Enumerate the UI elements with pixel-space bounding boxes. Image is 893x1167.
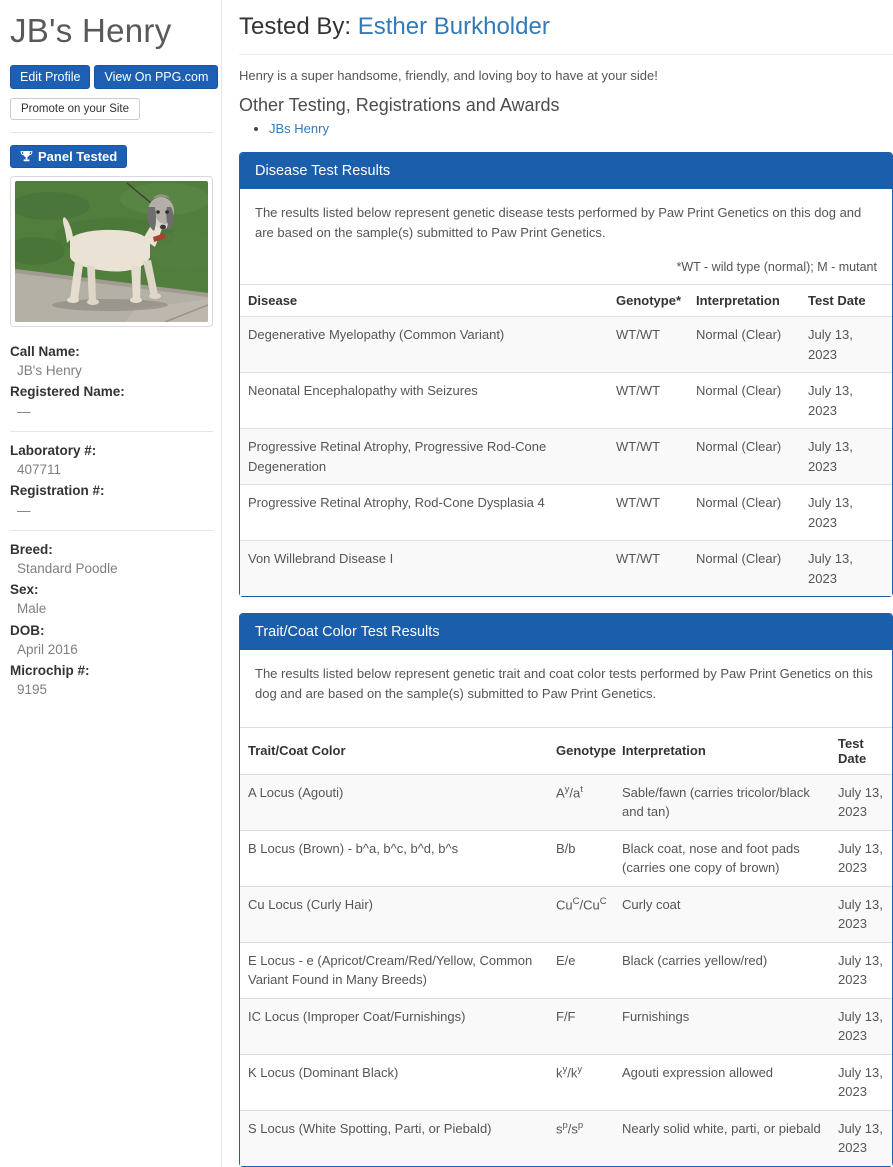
table-header-row <box>240 727 892 774</box>
test-name: B Locus (Brown) - b^a, b^c, b^d, b^s <box>240 830 548 886</box>
column-header-interpretation: Interpretation <box>614 727 830 774</box>
test-name: Neonatal Encephalopathy with Seizures <box>240 373 608 429</box>
panel-tested-badge[interactable] <box>10 145 127 168</box>
trait-panel-body <box>240 650 892 726</box>
disease-results-panel <box>239 152 893 597</box>
test-date: July 13, 2023 <box>800 485 892 541</box>
tested-by-label: Tested By: <box>239 13 352 40</box>
detail-label: DOB: <box>10 622 45 638</box>
genotype: $A^y/a^t$ <box>556 783 583 800</box>
dog-photo-thumbnail[interactable] <box>10 176 213 327</box>
detail-label: Microchip #: <box>10 663 90 679</box>
column-header-trait: Trait/Coat Color <box>240 727 548 774</box>
other-testing-link[interactable]: JBs Henry <box>269 121 329 136</box>
table-row <box>240 429 892 485</box>
genotype: WT/WT <box>608 373 688 429</box>
detail-value: — <box>17 403 31 419</box>
interpretation: Nearly solid white, parti, or piebald <box>614 1110 830 1166</box>
trophy-icon <box>20 150 33 163</box>
panel-tested-label: Panel Tested <box>38 149 118 164</box>
column-header-test-date: Test Date <box>830 727 892 774</box>
table-header-row <box>240 285 892 317</box>
disease-panel-body <box>240 189 892 284</box>
table-row <box>240 886 892 942</box>
test-date: July 13, 2023 <box>830 1110 892 1166</box>
detail-label: Breed: <box>10 541 53 557</box>
list-item <box>269 121 893 136</box>
divider <box>10 132 213 133</box>
detail-value: — <box>17 502 31 518</box>
test-date: July 13, 2023 <box>830 998 892 1054</box>
tester-link[interactable]: Esther Burkholder <box>357 13 550 40</box>
test-date: July 13, 2023 <box>830 1054 892 1110</box>
column-header-disease: Disease <box>240 285 608 317</box>
interpretation: Sable/fawn (carries tricolor/black and tan) <box>622 784 810 820</box>
test-name: E Locus - e (Apricot/Cream/Red/Yellow, Common Variant Found in Many Breeds) <box>240 942 548 998</box>
disease-results-table <box>240 284 892 596</box>
trait-results-panel <box>239 613 893 1166</box>
table-row <box>240 1054 892 1110</box>
test-name: Progressive Retinal Atrophy, Progressive Rod-Cone Degeneration <box>240 429 608 485</box>
table-row <box>240 998 892 1054</box>
column-header-interpretation: Interpretation <box>688 285 800 317</box>
detail-value: Male <box>17 601 47 617</box>
table-row <box>240 373 892 429</box>
detail-value: 9195 <box>17 682 48 698</box>
genotype: WT/WT <box>616 327 661 343</box>
interpretation: Black coat, nose and foot pads (carries one copy of brown) <box>614 830 830 886</box>
trait-intro-text: The results listed below represent genetic trait and coat color tests performed by Paw Print Genetics on this dog and are based on the sample(s) submitted to Paw Print Genetics. <box>255 666 873 702</box>
table-row <box>240 830 892 886</box>
test-date: July 13, 2023 <box>808 327 853 362</box>
test-name: IC Locus (Improper Coat/Furnishings) <box>240 998 548 1054</box>
detail-label: Call Name: <box>10 344 80 359</box>
main-content <box>222 0 893 1167</box>
detail-value: Standard Poodle <box>17 560 118 576</box>
table-row <box>240 942 892 998</box>
table-row <box>240 317 892 373</box>
wt-footnote: *WT - wild type (normal); M - mutant <box>676 260 877 275</box>
dog-description: Henry is a super handsome, friendly, and loving boy to have at your side! <box>239 68 658 83</box>
genotype: B/b <box>548 830 614 886</box>
interpretation: Normal (Clear) <box>688 429 800 485</box>
test-date: July 13, 2023 <box>830 830 892 886</box>
dog-profile-sidebar <box>0 0 222 1167</box>
interpretation: Black (carries yellow/red) <box>614 942 830 998</box>
detail-label: Sex: <box>10 582 39 598</box>
interpretation: Normal (Clear) <box>688 541 800 597</box>
table-row <box>240 774 892 830</box>
genotype: WT/WT <box>608 541 688 597</box>
promote-button[interactable]: Promote on your Site <box>10 98 140 120</box>
detail-label: Registered Name: <box>10 384 125 400</box>
test-name: S Locus (White Spotting, Parti, or Piebald) <box>240 1110 548 1166</box>
view-on-ppg-button[interactable]: View On PPG.com <box>94 65 218 89</box>
column-header-genotype: Genotype <box>548 727 614 774</box>
interpretation: Normal (Clear) <box>696 327 782 343</box>
detail-label: Registration #: <box>10 483 105 499</box>
test-date: July 13, 2023 <box>830 942 892 998</box>
tested-by-heading <box>239 12 893 42</box>
table-row <box>240 1110 892 1166</box>
table-row <box>240 541 892 597</box>
genotype: $s^p/s^p$ <box>548 1110 614 1166</box>
test-date: July 13, 2023 <box>800 373 892 429</box>
detail-label: Laboratory #: <box>10 442 97 458</box>
interpretation: Normal (Clear) <box>688 373 800 429</box>
divider <box>10 431 213 432</box>
trait-panel-title: Trait/Coat Color Test Results <box>240 614 892 650</box>
dog-details-list <box>10 343 213 700</box>
genotype: WT/WT <box>608 485 688 541</box>
dog-name-title: JB's Henry <box>10 12 172 49</box>
trait-results-table <box>240 727 892 1166</box>
genotype: $Cu^C/Cu^C$ <box>548 886 614 942</box>
test-date: July 13, 2023 <box>838 784 883 820</box>
other-testing-heading: Other Testing, Registrations and Awards <box>239 95 560 115</box>
test-name: Von Willebrand Disease I <box>240 541 608 597</box>
genotype: $k^y/k^y$ <box>548 1054 614 1110</box>
disease-panel-title: Disease Test Results <box>240 153 892 189</box>
test-date: July 13, 2023 <box>800 429 892 485</box>
genotype: E/e <box>548 942 614 998</box>
disease-intro-text: The results listed below represent genetic disease tests performed by Paw Print Genetics on this dog and are based on the sample(s) submitted to Paw Print Genetics. <box>255 205 862 241</box>
genotype: F/F <box>548 998 614 1054</box>
other-testing-list <box>239 121 893 136</box>
test-name: Progressive Retinal Atrophy, Rod-Cone Dysplasia 4 <box>240 485 608 541</box>
interpretation: Agouti expression allowed <box>614 1054 830 1110</box>
test-name: Cu Locus (Curly Hair) <box>240 886 548 942</box>
detail-value: April 2016 <box>17 641 78 657</box>
test-name: A Locus (Agouti) <box>248 784 344 800</box>
detail-value: JB's Henry <box>17 363 82 379</box>
dog-photo <box>15 181 208 322</box>
table-row <box>240 485 892 541</box>
column-header-genotype: Genotype* <box>608 285 688 317</box>
interpretation: Furnishings <box>614 998 830 1054</box>
test-date: July 13, 2023 <box>830 886 892 942</box>
test-name: Degenerative Myelopathy (Common Variant) <box>248 327 505 343</box>
interpretation: Normal (Clear) <box>688 485 800 541</box>
test-date: July 13, 2023 <box>800 541 892 597</box>
divider <box>10 530 213 531</box>
divider <box>239 54 893 55</box>
detail-value: 407711 <box>17 462 62 478</box>
profile-button-row <box>10 65 213 89</box>
interpretation: Curly coat <box>614 886 830 942</box>
column-header-test-date: Test Date <box>800 285 892 317</box>
test-name: K Locus (Dominant Black) <box>240 1054 548 1110</box>
genotype: WT/WT <box>608 429 688 485</box>
edit-profile-button[interactable]: Edit Profile <box>10 65 90 89</box>
